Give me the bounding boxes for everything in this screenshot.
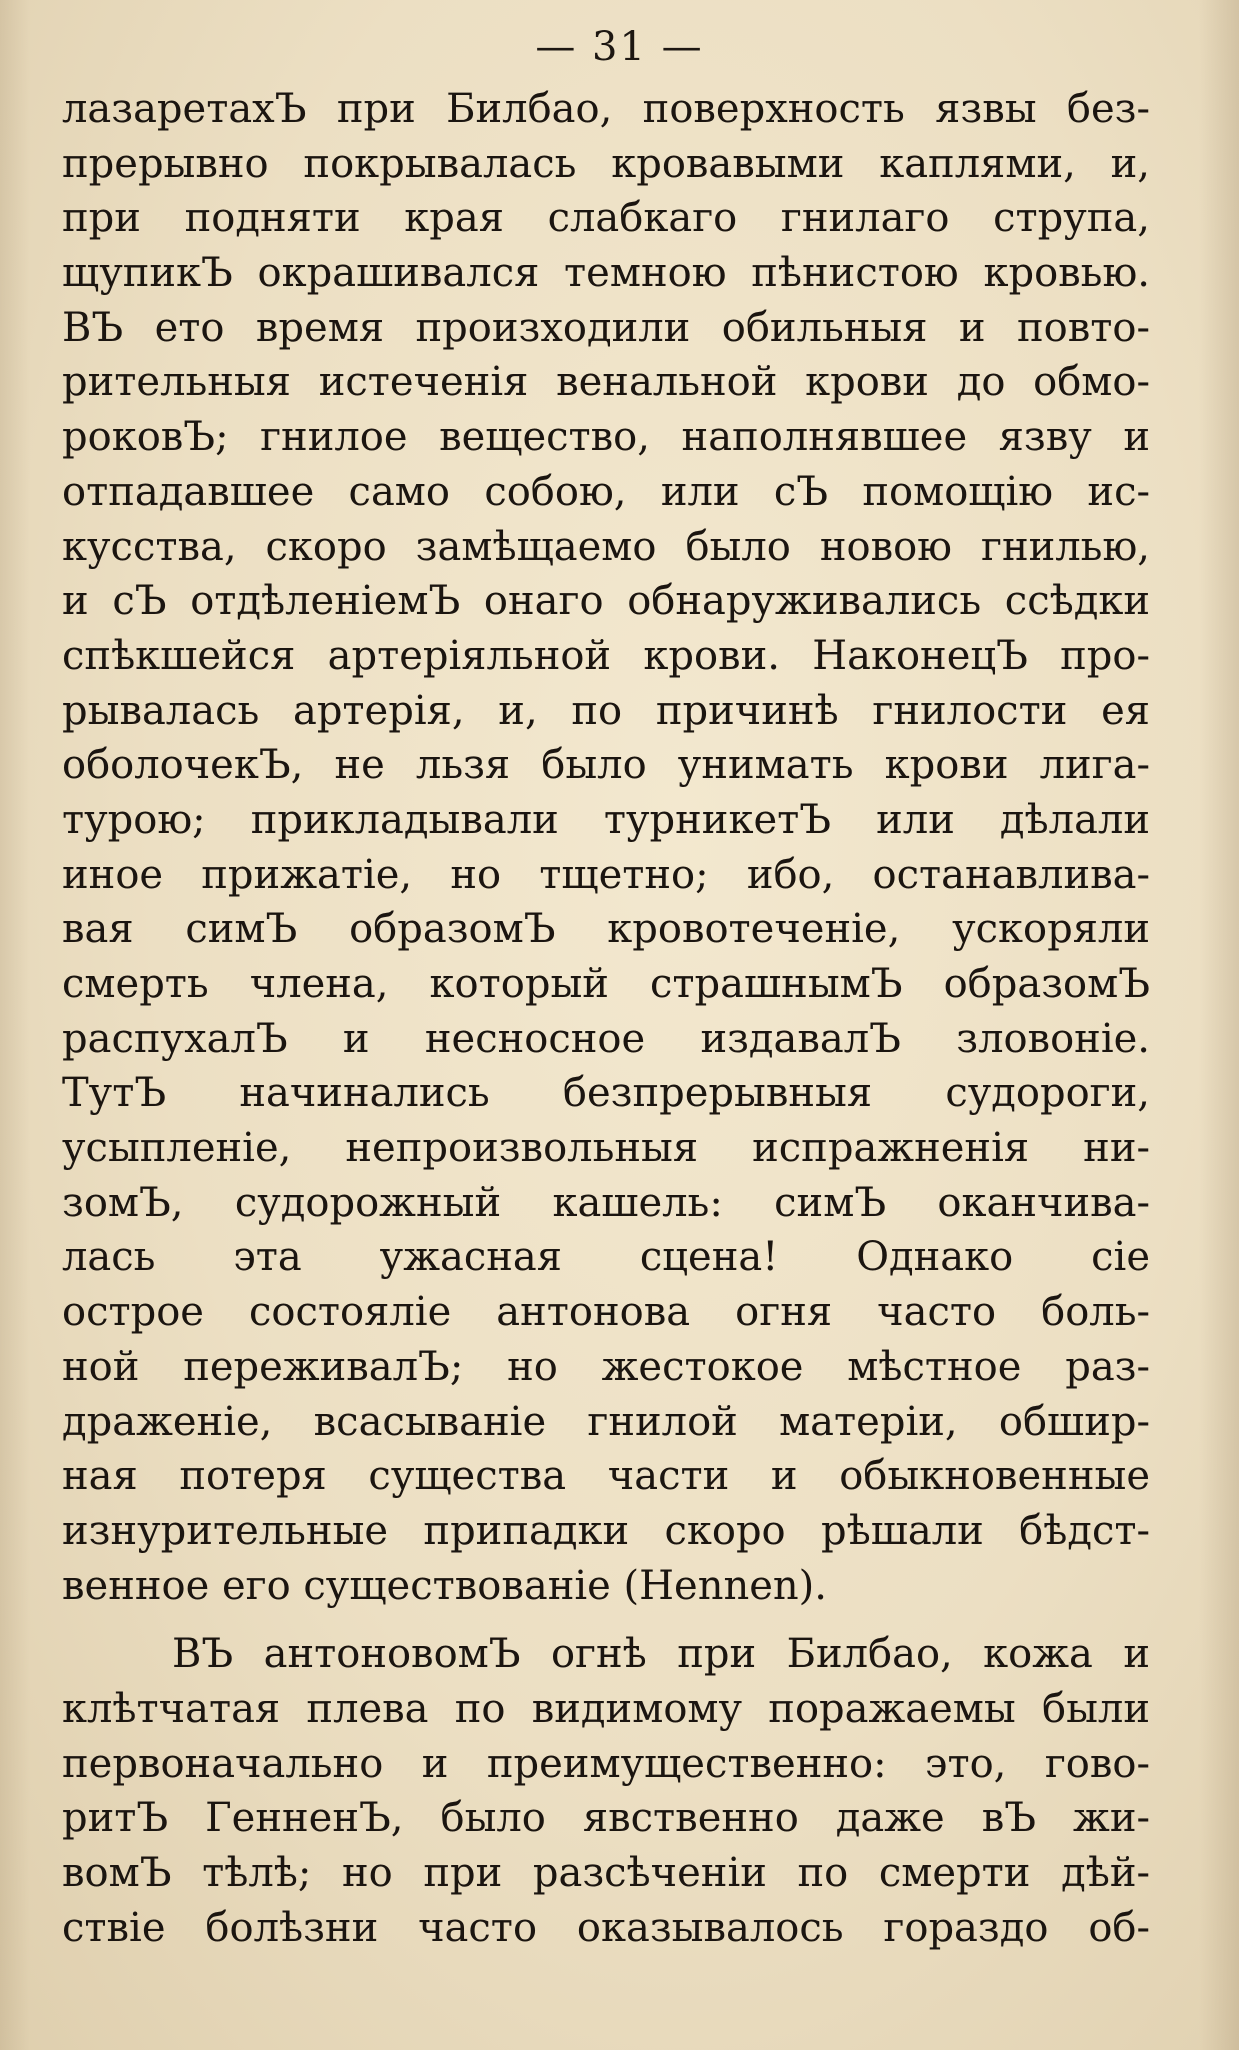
paragraph-gap <box>62 1613 1150 1627</box>
text-line: вая симЪ образомЪ кровотеченіе, ускоряли <box>62 906 1150 953</box>
text-line: первоначально и преимущественно: это, гово- <box>62 1740 1150 1787</box>
text-line: спѣкшейся артеріяльной крови. НаконецЪ про- <box>62 632 1150 679</box>
text-line: ной переживалЪ; но жестокое мѣстное раз- <box>62 1343 1150 1390</box>
text-line: острое состояліе антонова огня часто боль- <box>62 1289 1150 1336</box>
text-line: лась эта ужасная сцена! Однако сіе <box>62 1234 1150 1281</box>
text-line: оболочекЪ, не льзя было унимать крови лига- <box>62 742 1150 789</box>
page-number: — 31 — <box>535 24 704 70</box>
text-line: роковЪ; гнилое вещество, наполнявшее язву и <box>62 414 1150 461</box>
text-line: клѣтчатая плева по видимому поражаемы были <box>62 1685 1150 1732</box>
text-line: щупикЪ окрашивался темною пѣнистою кровью. <box>62 250 1150 297</box>
text-line: рительныя истеченія венальной крови до обмо- <box>62 359 1150 406</box>
text-line: смерть члена, который страшнымЪ образомЪ <box>62 961 1150 1007</box>
text-line: ТутЪ начинались безпрерывныя судороги, <box>62 1070 1150 1117</box>
text-line: ВЪ ето время произходили обильныя и повто- <box>62 304 1150 351</box>
text-line: и сЪ отдѣленіемЪ онаго обнаруживались ссѣдки <box>62 578 1150 625</box>
text-line: турою; прикладывали турникетЪ или дѣлали <box>62 796 1150 843</box>
text-line: при подняти края слабкаго гнилаго струпа, <box>62 195 1150 242</box>
text-line: иное прижатіе, но тщетно; ибо, останавлива- <box>62 851 1150 898</box>
text-line: драженіе, всасываніе гнилой матеріи, обшир- <box>62 1398 1150 1445</box>
paragraph-2 <box>62 1627 1150 1955</box>
text-line: усыпленіе, непроизвольныя испражненія ни- <box>62 1125 1150 1172</box>
text-line: отпадавшее само собою, или сЪ помощію ис- <box>62 468 1150 515</box>
text-line: зомЪ, судорожный кашель: симЪ оканчива- <box>62 1179 1150 1226</box>
paragraph-1 <box>62 82 1150 1613</box>
text-line: рывалась артерія, и, по причинѣ гнилости ея <box>62 687 1150 734</box>
text-line: распухалЪ и несносное издавалЪ зловоніе. <box>62 1015 1150 1062</box>
text-line: ритЪ ГенненЪ, было явственно даже вЪ жи- <box>62 1795 1150 1842</box>
left-edge-shadow <box>0 0 30 2050</box>
text-line: ная потеря существа части и обыкновенные <box>62 1453 1150 1500</box>
text-line: ствіе болѣзни часто оказывалось гораздо об- <box>62 1904 1150 1951</box>
text-line: прерывно покрывалась кровавыми каплями, и, <box>62 140 1150 187</box>
text-line: ВЪ антоновомЪ огнѣ при Билбао, кожа и <box>172 1631 1150 1678</box>
text-line: лазаретахЪ при Билбао, поверхность язвы без- <box>62 86 1150 132</box>
right-edge-shadow <box>1199 0 1239 2050</box>
text-line: вомЪ тѣлѣ; но при разсѣченіи по смерти дѣй- <box>62 1850 1150 1896</box>
page-text <box>62 82 1150 1955</box>
text-line: кусства, скоро замѣщаемо было новою гнилью, <box>62 523 1150 570</box>
text-line: венное его существованіе (Hennen). <box>62 1562 827 1609</box>
text-line: изнурительные припадки скоро рѣшали бѣдст- <box>62 1507 1150 1554</box>
